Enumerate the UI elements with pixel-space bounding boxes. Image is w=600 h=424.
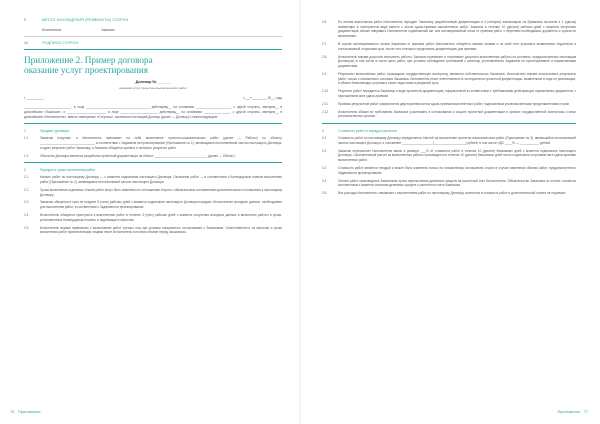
clause — [322, 149, 576, 163]
clause — [322, 191, 576, 196]
clause — [24, 200, 282, 209]
clause-number: 3.5 — [322, 191, 327, 196]
clause — [322, 20, 576, 39]
section-title: Предмет договора — [40, 129, 70, 134]
accent-rule — [24, 162, 282, 163]
appendix-title — [24, 56, 282, 75]
clause — [322, 72, 576, 86]
clause-text: Заказчик обязуется в срок не позднее 5 (пяти) рабочих дней с момента подписания настоящего Договора передать Исполнителю исходные данные, необходимые для выполнения работ, в соответствии с Заданием на проектирование. — [40, 200, 282, 210]
clause-number: 2.2 — [24, 187, 29, 192]
section-title: ПОДПИСИ СТОРОН — [42, 41, 79, 45]
page-footer — [558, 410, 588, 414]
clause-text: Результаты выполненных работ, прошедшие государственную экспертизу, являются собственностью Заказчика. Исполнитель вправе использовать результаты работ только с письменного согласия Заказчика. Исполнитель несет ответственность за недостатки проектной документации, выявленные в ходе ее реализации, и обязан безвозмездно устранить такие недостатки в разумный срок. — [338, 71, 576, 86]
clause-text: Исполнитель обязуется приступить к выполнению работ в течение 3 (трех) рабочих дней с момента получения исходных данных и выполнить работы в сроки, установленные Календарным планом, и надлежащего качества. — [40, 213, 282, 222]
requisites-heading — [24, 18, 282, 22]
clause-number: 2.9 — [322, 71, 327, 76]
preamble: ___________________________, в лице ____________________________________, действующ__ на основании ____________________, с одной стороны, именуем__ в дальнейшем «Заказчик», и ______________________, в лице _____________________, действующ__ на основании _______________, с другой стороны, именуем__ в дальнейшем «Исполнитель», вместе именуемые «Стороны», заключили настоящий Договор (далее — Договор) о нижеследующем: — [24, 105, 282, 119]
clause-text: Сроки выполнения отдельных этапов работ могут быть изменены по соглашению сторон с обязательным составлением дополнительного соглашения к настоящему Договору. — [40, 187, 282, 197]
clause-number: 2.12 — [322, 109, 329, 114]
page-footer — [10, 410, 40, 414]
clause-number: 2.11 — [322, 101, 328, 106]
appendix-title-line2: оказание услуг проектирования — [24, 64, 148, 75]
contract-heading: Договор № ______ — [135, 80, 171, 85]
place-field: г. __________ — [24, 96, 45, 101]
clause-text: Результат работ передается Заказчику в виде проектной документации, оформленной в соответствии с требованиями действующих нормативных документов, с приложением акта сдачи-приемки. — [338, 89, 576, 98]
clause-text: Исполнитель обязан по требованию Заказчика участвовать в согласовании и защите проектной документации в органах государственной экспертизы и иных уполномоченных органах. — [338, 109, 576, 119]
clause-text: Начало работ по настоящему Договору — с момента подписания настоящего Договора. Окончание работ — в соответствии с Календарным планом выполнения работ (Приложение № 2), являющимся неотъемлемой частью настоящего Договора. — [40, 175, 282, 184]
section-3-title — [322, 129, 576, 133]
clause — [322, 55, 576, 69]
clause-number: 2.4 — [24, 213, 29, 218]
clause-text: Оплата работ производится Заказчиком путем перечисления денежных средств на расчетный счет Исполнителя. Обязательство Заказчика по оплате считается исполненным с момента списания денежных средств с расчетного счета Заказчика. — [338, 178, 576, 188]
right-page — [300, 0, 600, 424]
footer-label: Приложения — [18, 410, 41, 414]
accent-rule — [322, 123, 576, 124]
section-number: 10 — [24, 41, 29, 45]
section-number: 3 — [322, 129, 324, 134]
clause-number: 3.1 — [322, 136, 327, 141]
requisites-section — [24, 18, 282, 32]
appendix-title-line1: Приложение 2. Пример договора — [24, 55, 153, 65]
clause-number: 2.8 — [322, 54, 327, 59]
clause-number: 2.7 — [322, 42, 327, 46]
clause — [322, 42, 576, 51]
clause-number: 3.3 — [322, 165, 327, 170]
clause-text: По итогам выполнения работ Исполнитель передает Заказчику разработанную документацию в 4 (четырех) экземплярах на бумажном носителе и 1 (одном) экземпляре в электронном виде вместе с актом сдачи-приемки выполненных работ. Заказчик в течение 10 (десяти) рабочих дней с момента получения документации обязан направить Исполнителю подписанный акт или мотивированный отказ от приемки работ с перечнем необходимых доработок и сроков их выполнения. — [338, 20, 576, 39]
clause — [322, 102, 576, 107]
place-date-row — [24, 96, 282, 100]
clause-text: Заказчик поручает, а Исполнитель принимает на себя выполнение проектно-изыскательских работ (далее — Работы) по объекту _______________________________, в соответствии с Заданием на проектирование (Приложение № 1), являющимся неотъемлемой частью настоящего Договора, и сдает результат работ Заказчику, а Заказчик обязуется принять и оплатить результат работ. — [40, 136, 282, 150]
contract-subheading: оказания услуг проектно-изыскательских работ — [118, 86, 188, 91]
clause-text: Стоимость работ по настоящему Договору определяется Сметой на выполнение проектно-изыскательских работ (Приложение № 3), являющейся неотъемлемой частью настоящего Договора, и составляет _________________ (__________________) рублей, в том числе НДС ____% — ___________ рублей. — [338, 136, 576, 145]
clause-number: 2.6 — [322, 20, 327, 24]
clause-text: В случае мотивированного отказа Заказчика от приемки работ Исполнитель обязуется своими силами и за свой счет устранить выявленные недостатки в согласованный сторонами срок, после чего повторно представить документацию для приемки. — [338, 42, 576, 51]
signatory-row — [24, 28, 282, 32]
signatory-label-contractor: Исполнитель — [42, 28, 62, 32]
clause-text: Объектом Договора является разработка проектной документации на объект: ______________________________ (далее — Объект). — [40, 153, 236, 158]
clause-number: 3.2 — [322, 148, 327, 153]
accent-rule — [24, 123, 282, 124]
section-title: Порядок и сроки исполнения работ — [40, 168, 96, 173]
clause-text: Стоимость работ является твердой и может быть изменена только по письменному соглашению сторон в случае изменения объема работ, предусмотренного Заданием на проектирование. — [338, 165, 576, 175]
section-1-title — [24, 129, 282, 133]
section-2-title — [24, 168, 282, 172]
clause-number: 1.2 — [24, 153, 29, 158]
section-number: 1 — [24, 129, 26, 134]
section-title: Стоимость работ и порядок расчетов — [338, 129, 397, 134]
page-number: 77 — [583, 410, 588, 414]
clause — [24, 188, 282, 197]
clause-number: 2.3 — [24, 200, 29, 205]
accent-rule — [24, 49, 282, 50]
date-field: «___» ________ 20__ года — [242, 96, 282, 101]
signatures-heading — [24, 41, 282, 45]
clause-text: Исполнитель вправе привлекать к выполнению работ третьих лиц при условии письменного согласования с Заказчиком. Ответственность за качество и сроки выполнения работ привлеченными лицами несет Исполнитель в полном объеме перед Заказчиком. — [40, 225, 282, 235]
section-number: 2 — [24, 168, 26, 173]
clause-text: Все расходы Исполнителя, связанные с выполнением работ по настоящему Договору, включены в стоимость работ и дополнительной оплате не подлежат. — [338, 191, 566, 196]
clause-number: 2.5 — [24, 225, 29, 230]
clause-number: 2.1 — [24, 175, 29, 180]
signatory-label-customer: Заказчик — [101, 28, 115, 32]
clause-number: 2.10 — [322, 89, 329, 94]
clause — [24, 136, 282, 150]
page-number: 76 — [10, 410, 15, 414]
clause — [322, 166, 576, 175]
clause-text: Заказчик перечисляет Исполнителю аванс в размере ___% от стоимости работ в течение 10 (десяти) банковских дней с момента подписания настоящего Договора. Окончательный расчет за выполненные работы производится в течение 10 (десяти) банковских дней после подписания сторонами акта сдачи-приемки выполненных работ. — [338, 148, 576, 163]
clause-number: 3.4 — [322, 178, 327, 183]
section-number: 9 — [24, 18, 27, 22]
clause — [24, 213, 282, 222]
clause — [322, 89, 576, 98]
clause — [322, 136, 576, 145]
clause — [24, 175, 282, 184]
clause — [322, 110, 576, 119]
clause — [24, 154, 282, 159]
clause — [322, 179, 576, 188]
divider — [24, 36, 282, 37]
clause — [24, 226, 282, 235]
footer-label: Приложения — [557, 410, 580, 414]
section-title: МЕСТО НАХОЖДЕНИЯ (РЕКВИЗИТЫ) СТОРОН — [42, 18, 129, 22]
clause-text: Приемка результатов работ оформляется двусторонним актом сдачи-приемки выполненных работ, подписанным уполномоченными представителями сторон. — [338, 101, 571, 106]
clause-text: Исполнитель вправе досрочно выполнить работы. Заказчик принимает и оплачивает досрочно выполненные работы на условиях, предусмотренных настоящим Договором, в том числе в части цены работ, при условии соблюдения требований к качеству, установленных Заданием на проектирование и нормативными документами. — [338, 54, 576, 68]
clause-number: 1.1 — [24, 136, 29, 141]
